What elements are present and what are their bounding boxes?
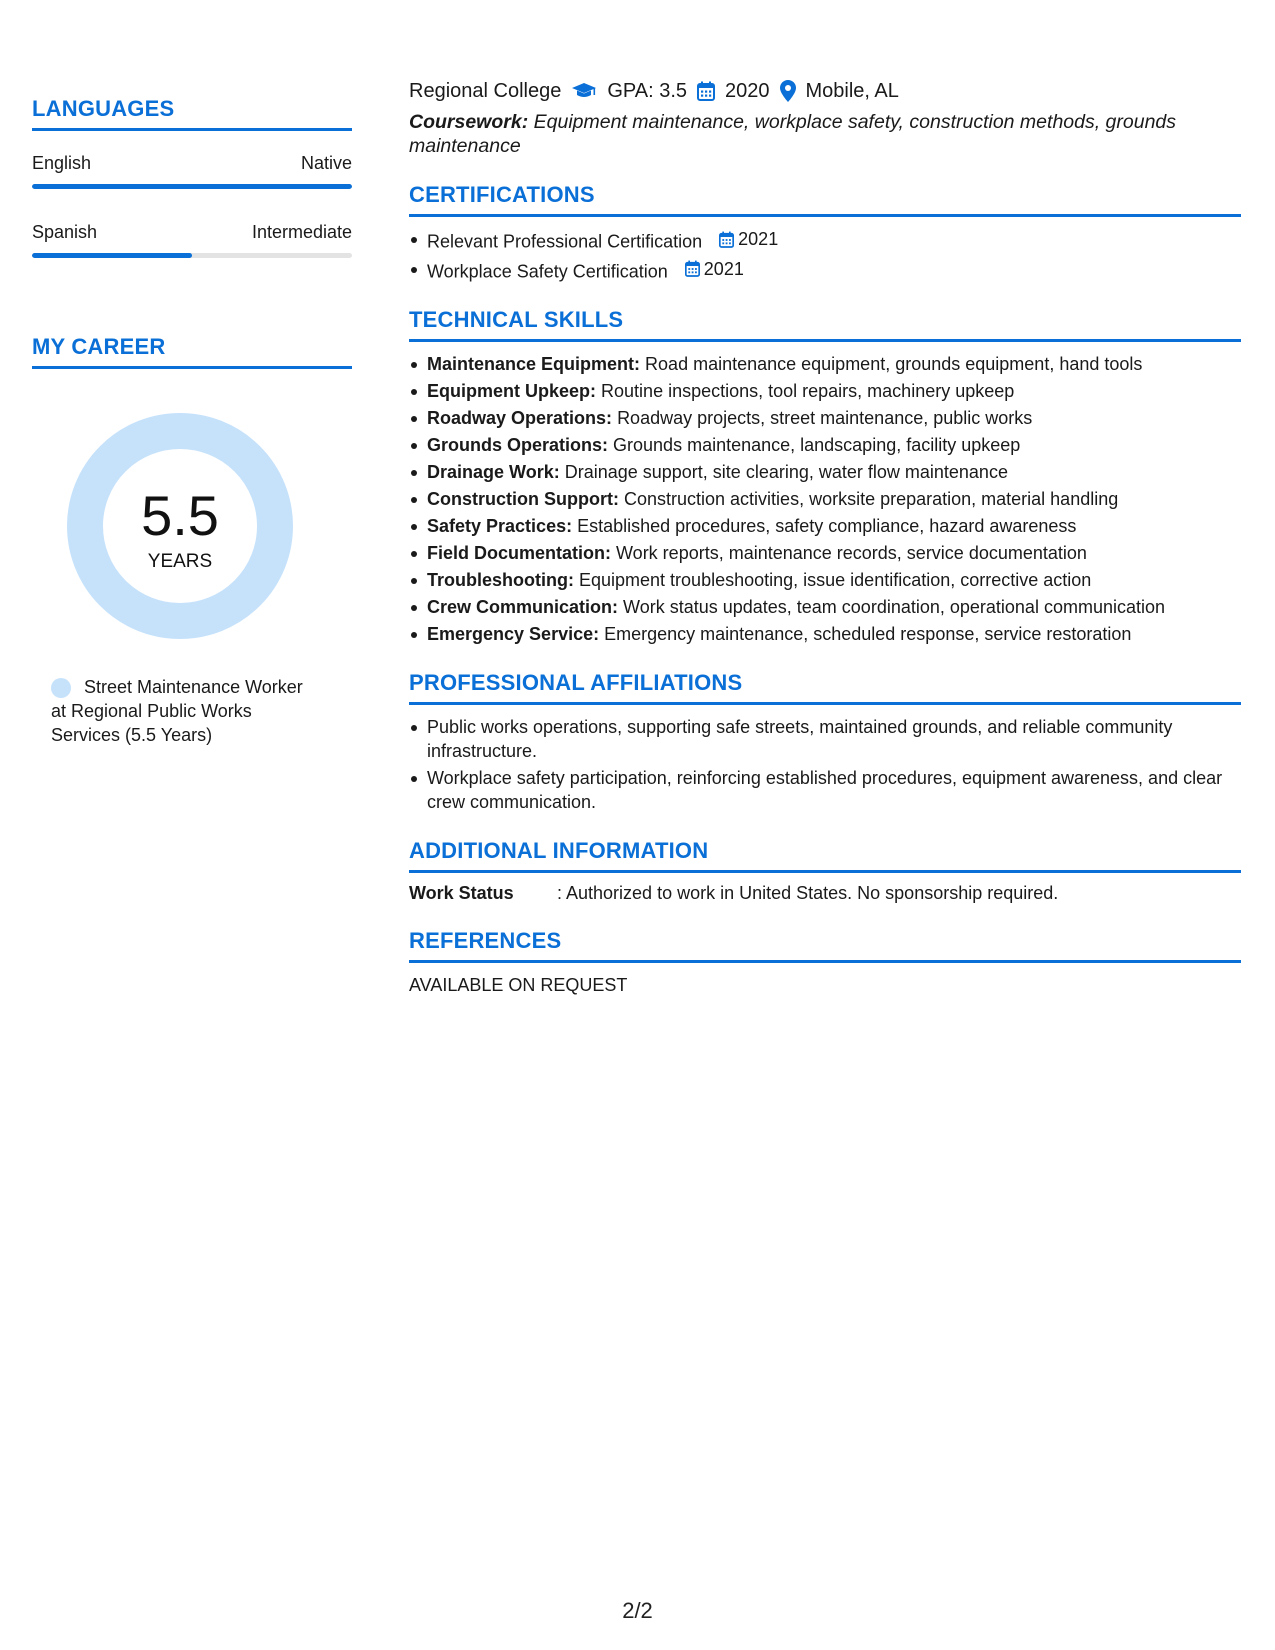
list-item: Public works operations, supporting safe streets, maintained grounds, and reliable community infrastructure. [409, 715, 1241, 763]
map-pin-icon [780, 80, 796, 102]
career-total-years: 5.5 [141, 484, 219, 547]
skill-text: Roadway projects, street maintenance, public works [617, 408, 1033, 428]
skill-text: Equipment troubleshooting, issue identification, corrective action [579, 570, 1092, 590]
skill-text: Drainage support, site clearing, water flow maintenance [564, 462, 1008, 482]
skill-text: Emergency maintenance, scheduled response, service restoration [604, 624, 1132, 644]
left-column [32, 96, 352, 747]
additional-info-section [409, 838, 1241, 904]
skill-label: Maintenance Equipment: [427, 354, 641, 374]
list-item [409, 257, 1241, 284]
skill-label: Drainage Work: [427, 462, 560, 482]
language-level: Intermediate [251, 222, 352, 242]
technical-skills-section [409, 307, 1241, 646]
education-location: Mobile, AL [805, 79, 899, 102]
references-text: AVAILABLE ON REQUEST [409, 975, 628, 995]
calendar-icon [697, 81, 715, 101]
language-name: Spanish [32, 222, 98, 242]
career-donut-chart [67, 413, 293, 639]
skill-text: Grounds maintenance, landscaping, facility upkeep [613, 435, 1021, 455]
list-item [409, 406, 1241, 430]
technical-skills-heading: TECHNICAL SKILLS [409, 307, 1241, 342]
skill-label: Equipment Upkeep: [427, 381, 597, 401]
language-level: Native [300, 153, 352, 173]
skill-label: Troubleshooting: [427, 570, 574, 590]
career-heading: MY CAREER [32, 334, 352, 369]
technical-skills-list [409, 352, 1241, 646]
list-item [409, 379, 1241, 403]
calendar-icon [719, 231, 734, 248]
language-item [32, 222, 352, 258]
graduation-cap-icon [571, 82, 597, 100]
languages-heading: LANGUAGES [32, 96, 352, 131]
legend-dot-icon [51, 678, 71, 698]
list-item [409, 352, 1241, 376]
skill-label: Safety Practices: [427, 516, 573, 536]
list-item [409, 595, 1241, 619]
education-coursework [409, 110, 1241, 158]
skill-text: Established procedures, safety compliance, hazard awareness [577, 516, 1077, 536]
list-item [409, 568, 1241, 592]
calendar-icon [685, 260, 700, 277]
language-proficiency-bar [32, 253, 352, 258]
skill-text: Construction activities, worksite preparation, material handling [624, 489, 1119, 509]
coursework-text: Equipment maintenance, workplace safety, construction methods, grounds maintenance [409, 111, 1177, 157]
certification-name: Relevant Professional Certification [427, 231, 703, 252]
list-item [409, 541, 1241, 565]
certification-name: Workplace Safety Certification [427, 261, 668, 281]
skill-label: Grounds Operations: [427, 435, 609, 455]
work-status-row [409, 883, 1241, 904]
skill-text: Work status updates, team coordination, operational communication [623, 597, 1165, 617]
career-legend [51, 675, 321, 747]
skill-label: Construction Support: [427, 489, 619, 509]
work-status-value: : Authorized to work in United States. No sponsorship required. [557, 883, 1059, 903]
affiliations-heading: PROFESSIONAL AFFILIATIONS [409, 670, 1241, 705]
list-item [409, 514, 1241, 538]
certifications-heading: CERTIFICATIONS [409, 182, 1241, 217]
list-item: Workplace safety participation, reinforcing established procedures, equipment awareness, and clear crew communication. [409, 766, 1241, 814]
language-proficiency-fill [32, 253, 192, 258]
skill-text: Routine inspections, tool repairs, machinery upkeep [601, 381, 1015, 401]
references-section [409, 928, 1241, 996]
certification-year: 2021 [703, 258, 744, 279]
language-proficiency-bar [32, 184, 352, 189]
list-item [409, 487, 1241, 511]
list-item [409, 460, 1241, 484]
education-school: Regional College [409, 79, 562, 102]
additional-info-heading: ADDITIONAL INFORMATION [409, 838, 1241, 873]
page-number: 2/2 [622, 1598, 653, 1623]
skill-label: Roadway Operations: [427, 408, 613, 428]
career-years-label: YEARS [147, 551, 213, 572]
education-line [409, 78, 1241, 104]
affiliations-list [409, 715, 1241, 814]
certification-year: 2021 [738, 229, 779, 249]
list-item [409, 622, 1241, 646]
education-year: 2020 [725, 79, 770, 102]
work-status-label: Work Status [409, 883, 514, 903]
certifications-list [409, 227, 1241, 283]
certifications-section [409, 182, 1241, 283]
language-proficiency-fill [32, 184, 352, 189]
language-name: English [32, 153, 92, 173]
skill-text: Road maintenance equipment, grounds equipment, hand tools [645, 354, 1143, 374]
skill-label: Crew Communication: [427, 597, 619, 617]
coursework-label: Coursework: [409, 111, 529, 133]
list-item [409, 227, 1241, 254]
education-gpa: GPA: 3.5 [607, 79, 687, 102]
skill-label: Field Documentation: [427, 543, 611, 563]
references-heading: REFERENCES [409, 928, 1241, 963]
list-item [409, 433, 1241, 457]
career-legend-text: Street Maintenance Worker at Regional Public Works Services (5.5 Years) [51, 677, 303, 745]
skill-text: Work reports, maintenance records, service documentation [616, 543, 1087, 563]
language-item [32, 153, 352, 189]
affiliations-section [409, 670, 1241, 814]
right-column [409, 78, 1241, 996]
skill-label: Emergency Service: [427, 624, 600, 644]
